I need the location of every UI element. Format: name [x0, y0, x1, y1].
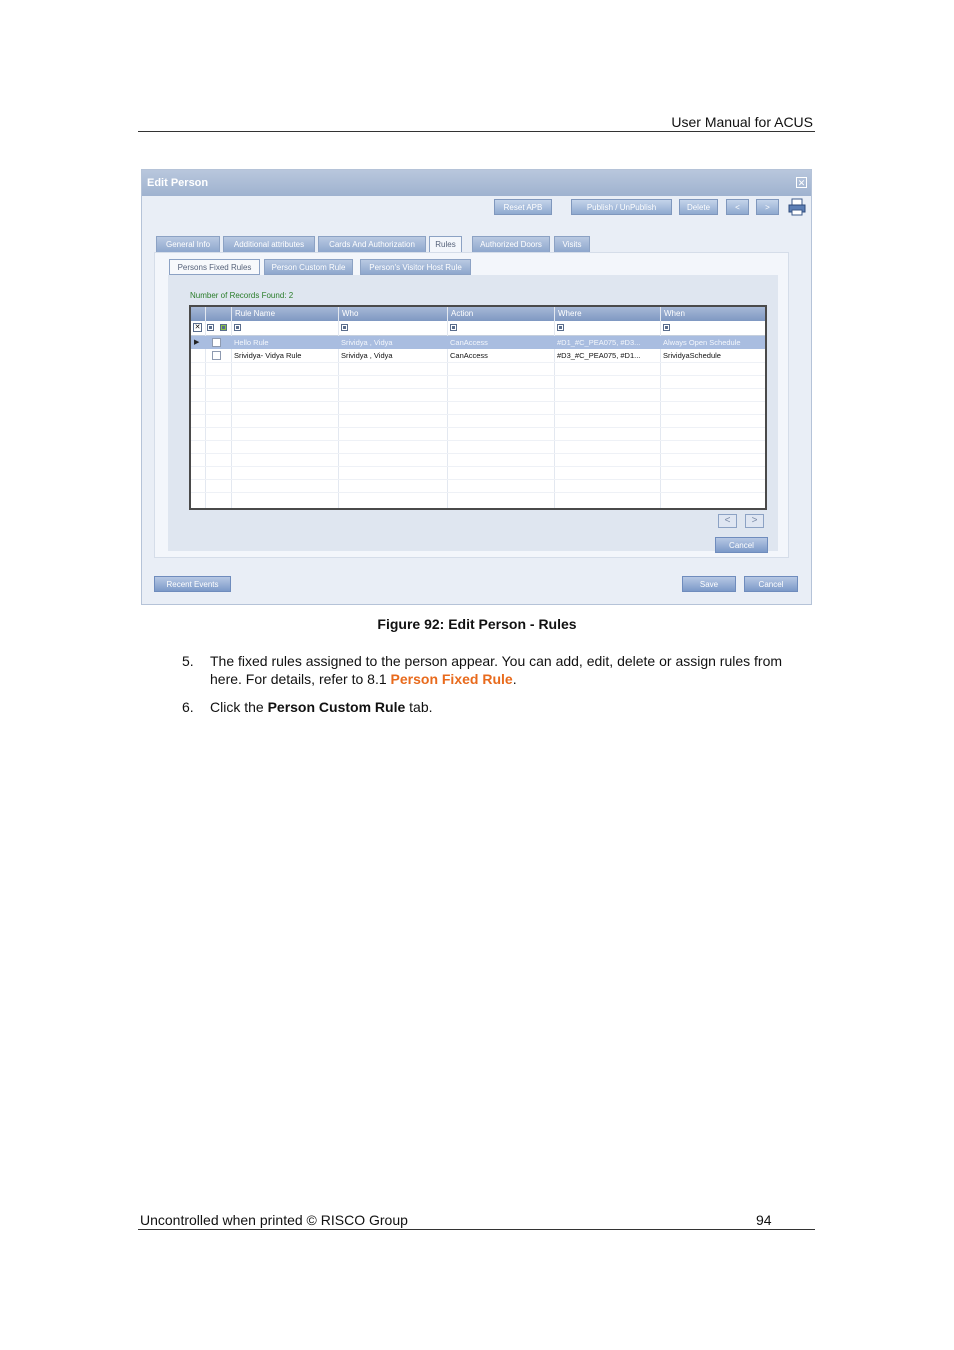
cell-where: #D1_#C_PEA075, #D3...	[557, 338, 641, 347]
step-item	[182, 698, 802, 716]
grid-row-line	[191, 414, 765, 415]
column-who[interactable]: Who	[338, 307, 447, 321]
tab-general-info[interactable]: General Info	[156, 236, 220, 252]
filter-rule-name-icon[interactable]	[234, 324, 241, 331]
grid-row-line	[191, 466, 765, 467]
page-number: 94	[756, 1212, 772, 1228]
previous-record-button[interactable]: <	[726, 199, 749, 215]
current-row-icon: ▶	[194, 339, 200, 346]
page-header	[138, 112, 815, 132]
step-item	[182, 652, 802, 688]
step-text-before: The fixed rules assigned to the person appear. You can add, edit, delete or assign rules from here. For details, refer to 8.1	[210, 653, 783, 687]
row-checkbox[interactable]	[212, 338, 221, 347]
close-icon[interactable]: ✕	[797, 178, 806, 188]
save-button[interactable]: Save	[682, 576, 736, 592]
cancel-button[interactable]: Cancel	[744, 576, 798, 592]
grid-header-select	[205, 307, 231, 321]
subtab-person-custom-rule[interactable]: Person Custom Rule	[264, 259, 353, 275]
tab-authorized-doors[interactable]: Authorized Doors	[472, 236, 550, 252]
tab-cards-authorization[interactable]: Cards And Authorization	[318, 236, 426, 252]
tab-visits[interactable]: Visits	[554, 236, 590, 252]
row-checkbox[interactable]	[212, 351, 221, 360]
grid-row-line	[191, 440, 765, 441]
person-fixed-rule-link[interactable]: Person Fixed Rule	[390, 671, 513, 687]
subtab-visitor-host-rule[interactable]: Person's Visitor Host Rule	[360, 259, 471, 275]
publish-button[interactable]: Publish / UnPublish	[571, 199, 672, 215]
tab-rules[interactable]: Rules	[429, 236, 462, 253]
rules-grid	[189, 305, 767, 510]
window-title: Edit Person	[147, 177, 209, 189]
inner-cancel-button[interactable]: Cancel	[715, 537, 768, 553]
grid-row-line	[191, 401, 765, 402]
window-titlebar	[142, 170, 811, 196]
cell-action: CanAccess	[450, 351, 488, 360]
step-text	[210, 652, 800, 688]
grid-next-button[interactable]: >	[745, 514, 764, 528]
step-number: 6.	[182, 699, 194, 715]
grid-row-line	[191, 427, 765, 428]
tab-additional-attributes[interactable]: Additional attributes	[223, 236, 315, 252]
subtab-persons-fixed-rules[interactable]: Persons Fixed Rules	[169, 259, 260, 275]
table-row[interactable]	[191, 336, 765, 349]
step-number: 5.	[182, 653, 194, 669]
filter-where-icon[interactable]	[557, 324, 564, 331]
column-action[interactable]: Action	[447, 307, 554, 321]
grid-row-line	[191, 492, 765, 493]
fixed-rules-subpanel	[168, 275, 778, 551]
grid-row-line	[191, 375, 765, 376]
figure-caption: Figure 92: Edit Person - Rules	[377, 616, 577, 632]
reset-apb-button[interactable]: Reset APB	[494, 199, 552, 215]
cell-who: Srividya , Vidya	[341, 338, 393, 347]
cell-rule-name: Srividya- Vidya Rule	[234, 351, 302, 360]
column-when[interactable]: When	[660, 307, 765, 321]
cell-rule-name: Hello Rule	[234, 338, 269, 347]
filter-row	[191, 321, 765, 336]
cell-when: SrividyaSchedule	[663, 351, 721, 360]
step-text-before: Click the	[210, 699, 268, 715]
grid-row-line	[191, 388, 765, 389]
grid-row-line	[191, 362, 765, 363]
filter-select-icon[interactable]	[207, 324, 214, 331]
cell-action: CanAccess	[450, 338, 488, 347]
recent-events-button[interactable]: Recent Events	[154, 576, 231, 592]
grid-header-indicator	[191, 307, 205, 321]
filter-action-icon[interactable]	[450, 324, 457, 331]
step-text	[210, 698, 800, 716]
filter-check-icon[interactable]	[220, 324, 227, 331]
table-row[interactable]	[191, 349, 765, 362]
cell-where: #D3_#C_PEA075, #D1...	[557, 351, 641, 360]
edit-person-window	[141, 169, 812, 605]
rules-panel	[154, 252, 789, 558]
grid-row-line	[191, 453, 765, 454]
footer-copyright: Uncontrolled when printed © RISCO Group	[140, 1212, 408, 1228]
page-footer	[138, 1210, 815, 1230]
clear-filter-icon[interactable]: ✕	[194, 324, 201, 331]
printer-icon[interactable]	[788, 198, 806, 216]
header-title: User Manual for ACUS	[671, 114, 813, 130]
step-bold-text: Person Custom Rule	[267, 699, 406, 715]
filter-when-icon[interactable]	[663, 324, 670, 331]
column-rule-name[interactable]: Rule Name	[231, 307, 338, 321]
step-text-after: .	[512, 671, 517, 687]
grid-header	[191, 307, 765, 321]
next-record-button[interactable]: >	[756, 199, 779, 215]
column-where[interactable]: Where	[554, 307, 660, 321]
records-count: Number of Records Found: 2	[190, 291, 294, 300]
delete-button[interactable]: Delete	[679, 199, 718, 215]
grid-row-line	[191, 479, 765, 480]
grid-previous-button[interactable]: <	[718, 514, 737, 528]
step-text-after: tab.	[405, 699, 433, 715]
cell-when: Always Open Schedule	[663, 338, 741, 347]
filter-who-icon[interactable]	[341, 324, 348, 331]
cell-who: Srividya , Vidya	[341, 351, 393, 360]
